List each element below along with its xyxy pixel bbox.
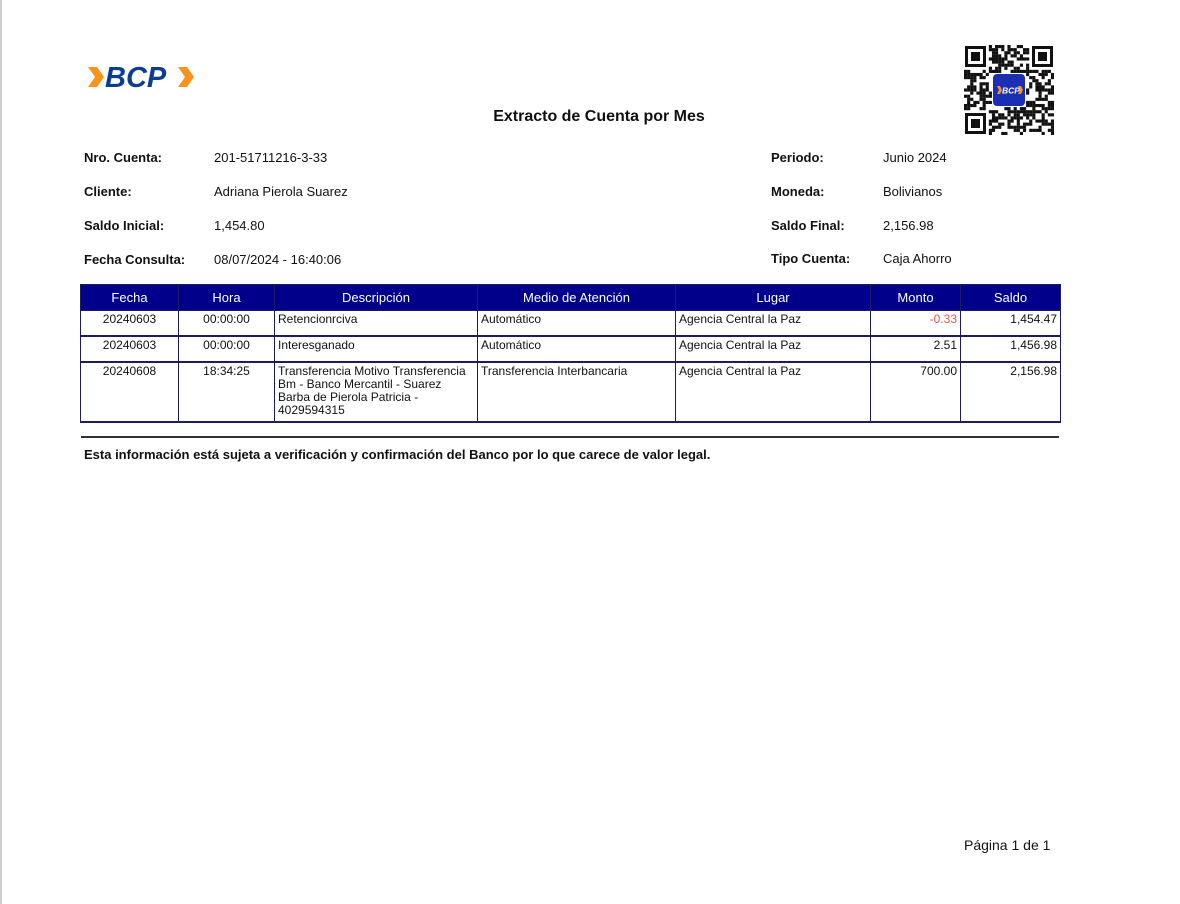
qr-module [1051, 85, 1054, 88]
qr-module [1014, 129, 1017, 132]
svg-text:BCP: BCP [105, 62, 167, 94]
cell-medio: Automático [478, 311, 676, 337]
qr-module [1042, 104, 1045, 107]
qr-module [989, 101, 992, 104]
header-descripcion: Descripción [275, 285, 478, 311]
qr-module [1051, 101, 1054, 104]
final-balance-label: Saldo Final: [771, 218, 845, 233]
cell-descripcion [275, 362, 478, 422]
qr-module [989, 95, 992, 98]
qr-module [1026, 51, 1029, 54]
qr-module [1011, 54, 1014, 57]
qr-module [1051, 126, 1054, 129]
qr-module [1051, 129, 1054, 132]
qr-module [983, 70, 986, 73]
qr-module [1032, 76, 1035, 79]
qr-module [1038, 73, 1041, 76]
table-row [81, 311, 1061, 337]
qr-module [1004, 54, 1007, 57]
cell-descripcion-line: Barba de Pierola Patricia - [278, 390, 419, 404]
final-balance-value: 2,156.98 [883, 218, 934, 233]
header-fecha: Fecha [81, 285, 179, 311]
qr-module [1001, 48, 1004, 51]
qr-module [970, 76, 973, 79]
qr-module [1007, 45, 1010, 48]
qr-module [989, 92, 992, 95]
qr-module [1051, 88, 1054, 91]
qr-module [1038, 92, 1041, 95]
cell-monto: -0.33 [871, 311, 961, 337]
qr-module [1004, 132, 1007, 135]
qr-module [1020, 132, 1023, 135]
qr-module [970, 79, 973, 82]
qr-module [1042, 85, 1045, 88]
cell-lugar: Agencia Central la Paz [676, 336, 871, 362]
cell-fecha: 20240608 [81, 362, 179, 422]
qr-module [998, 70, 1001, 73]
qr-module [1042, 70, 1045, 73]
qr-module [967, 76, 970, 79]
qr-module [1029, 85, 1032, 88]
qr-module [1023, 48, 1026, 51]
qr-module [998, 61, 1001, 64]
qr-module [964, 73, 967, 76]
qr-module [980, 85, 983, 88]
qr-module [1038, 95, 1041, 98]
header-saldo: Saldo [961, 285, 1061, 311]
qr-module [1032, 70, 1035, 73]
qr-module [992, 51, 995, 54]
qr-module [989, 45, 992, 48]
qr-module [1042, 132, 1045, 135]
client-value: Adriana Pierola Suarez [214, 184, 348, 199]
qr-module [1045, 70, 1048, 73]
qr-module [976, 73, 979, 76]
qr-module [1026, 57, 1029, 60]
qr-module [1029, 82, 1032, 85]
qr-module [1029, 129, 1032, 132]
qr-module [1023, 51, 1026, 54]
qr-module [1020, 45, 1023, 48]
qr-module [1014, 51, 1017, 54]
qr-module [973, 88, 976, 91]
qr-module [1042, 76, 1045, 79]
qr-module [1051, 76, 1054, 79]
qr-module [1035, 88, 1038, 91]
qr-module [1014, 67, 1017, 70]
bcp-logo [86, 56, 202, 98]
qr-module [1035, 70, 1038, 73]
qr-module [983, 76, 986, 79]
qr-module [1020, 126, 1023, 129]
qr-module [970, 73, 973, 76]
qr-module [1038, 104, 1041, 107]
qr-module [1001, 64, 1004, 67]
qr-module [1020, 57, 1023, 60]
qr-module [989, 132, 992, 135]
qr-module [1023, 70, 1026, 73]
qr-module [1035, 82, 1038, 85]
period-label: Periodo: [771, 150, 824, 165]
qr-module [970, 85, 973, 88]
qr-module [995, 54, 998, 57]
qr-module [1029, 104, 1032, 107]
qr-module [998, 54, 1001, 57]
qr-module [983, 92, 986, 95]
qr-module [980, 82, 983, 85]
qr-module [1051, 132, 1054, 135]
qr-module [989, 67, 992, 70]
table-row [81, 362, 1061, 422]
qr-module [1045, 73, 1048, 76]
qr-module [980, 98, 983, 101]
qr-module [1048, 104, 1051, 107]
qr-module [998, 126, 1001, 129]
qr-module [1007, 126, 1010, 129]
qr-module [1032, 101, 1035, 104]
qr-module [1035, 98, 1038, 101]
initial-balance-value: 1,454.80 [214, 218, 265, 233]
qr-module [1011, 126, 1014, 129]
qr-module [992, 54, 995, 57]
qr-module [980, 92, 983, 95]
qr-module [995, 57, 998, 60]
account-type-label: Tipo Cuenta: [771, 251, 851, 266]
qr-module [998, 45, 1001, 48]
qr-module [976, 101, 979, 104]
qr-module [1014, 126, 1017, 129]
qr-module [1051, 73, 1054, 76]
cell-descripcion-line: Bm - Banco Mercantil - Suarez [278, 377, 442, 391]
qr-module [973, 79, 976, 82]
cell-medio: Automático [478, 336, 676, 362]
table-header-row [81, 285, 1061, 311]
header-lugar: Lugar [676, 285, 871, 311]
qr-module [1011, 70, 1014, 73]
cell-descripcion-line: 4029594315 [278, 403, 345, 417]
qr-module [1011, 61, 1014, 64]
qr-module [1045, 82, 1048, 85]
qr-module [995, 67, 998, 70]
qr-module [989, 48, 992, 51]
qr-module [1007, 48, 1010, 51]
qr-module [967, 73, 970, 76]
qr-module [967, 88, 970, 91]
divider [81, 436, 1059, 438]
qr-module [1004, 51, 1007, 54]
qr-module [995, 61, 998, 64]
cell-saldo: 2,156.98 [961, 362, 1061, 422]
qr-module [1045, 98, 1048, 101]
transactions-table [80, 284, 1061, 423]
cell-saldo: 1,456.98 [961, 336, 1061, 362]
cell-lugar: Agencia Central la Paz [676, 362, 871, 422]
qr-module [1048, 79, 1051, 82]
qr-module [1042, 73, 1045, 76]
qr-module [1038, 88, 1041, 91]
qr-module [983, 95, 986, 98]
qr-module [967, 98, 970, 101]
qr-module [1007, 51, 1010, 54]
qr-module [976, 92, 979, 95]
qr-module [1048, 101, 1051, 104]
currency-value: Bolivianos [883, 184, 943, 199]
qr-module [998, 67, 1001, 70]
qr-module [1045, 88, 1048, 91]
qr-module [1035, 104, 1038, 107]
page-number: Página 1 de 1 [964, 837, 1051, 853]
qr-module [989, 129, 992, 132]
query-date-value: 08/07/2024 - 16:40:06 [214, 252, 342, 267]
qr-module [1014, 48, 1017, 51]
qr-module [973, 73, 976, 76]
qr-module [983, 88, 986, 91]
qr-module [1048, 82, 1051, 85]
qr-module [986, 73, 989, 76]
qr-module [1001, 57, 1004, 60]
qr-module [1001, 45, 1004, 48]
qr-module [1026, 104, 1029, 107]
qr-module [1032, 129, 1035, 132]
qr-module [1035, 79, 1038, 82]
qr-module [1023, 57, 1026, 60]
qr-module [1038, 126, 1041, 129]
qr-module [1001, 132, 1004, 135]
header-hora: Hora [179, 285, 275, 311]
client-label: Cliente: [84, 184, 132, 199]
qr-module [992, 48, 995, 51]
qr-module [1029, 70, 1032, 73]
cell-descripcion-line: Transferencia Motivo Transferencia [278, 364, 466, 378]
qr-module [1026, 101, 1029, 104]
qr-module [983, 104, 986, 107]
qr-module [1026, 64, 1029, 67]
qr-module [1014, 70, 1017, 73]
qr-module [1045, 95, 1048, 98]
qr-module [970, 88, 973, 91]
account-number-value: 201-51711216-3-33 [214, 150, 328, 165]
cell-monto: 700.00 [871, 362, 961, 422]
qr-module [995, 51, 998, 54]
account-number-label: Nro. Cuenta: [84, 150, 162, 165]
qr-module [1007, 64, 1010, 67]
qr-module [998, 64, 1001, 67]
cell-monto: 2.51 [871, 336, 961, 362]
qr-module [980, 95, 983, 98]
qr-module [1026, 70, 1029, 73]
qr-module [1001, 61, 1004, 64]
cell-fecha: 20240603 [81, 311, 179, 337]
legal-disclaimer: Esta información está sujeta a verificación y confirmación del Banco por lo que carece de valor legal. [84, 447, 711, 462]
qr-module [989, 70, 992, 73]
qr-module [970, 82, 973, 85]
qr-module [1017, 126, 1020, 129]
qr-module [986, 82, 989, 85]
qr-module [980, 73, 983, 76]
transactions-table-wrapper [80, 284, 1060, 423]
qr-module [980, 76, 983, 79]
qr-module [1004, 67, 1007, 70]
qr-module [1004, 57, 1007, 60]
cell-saldo: 1,454.47 [961, 311, 1061, 337]
qr-module [1032, 104, 1035, 107]
qr-module [986, 88, 989, 91]
qr-module [995, 45, 998, 48]
qr-module [970, 104, 973, 107]
currency-label: Moneda: [771, 184, 825, 199]
table-row [81, 336, 1061, 362]
initial-balance-label: Saldo Inicial: [84, 218, 165, 233]
qr-module [1023, 126, 1026, 129]
qr-module [1023, 129, 1026, 132]
qr-module [1017, 57, 1020, 60]
qr-module [1011, 48, 1014, 51]
qr-module [1007, 61, 1010, 64]
qr-module [973, 101, 976, 104]
period-value: Junio 2024 [883, 150, 947, 165]
qr-module [1029, 101, 1032, 104]
qr-module [986, 85, 989, 88]
cell-descripcion: Interesganado [275, 336, 478, 362]
qr-module [1042, 98, 1045, 101]
qr-module [1038, 129, 1041, 132]
qr-module [1026, 92, 1029, 95]
qr-module [967, 95, 970, 98]
header-monto: Monto [871, 285, 961, 311]
qr-module [1020, 70, 1023, 73]
qr-module [967, 85, 970, 88]
qr-module [1051, 92, 1054, 95]
query-date-label: Fecha Consulta: [84, 252, 186, 267]
qr-module [964, 104, 967, 107]
cell-lugar: Agencia Central la Paz [676, 311, 871, 337]
qr-module [1032, 79, 1035, 82]
qr-module [986, 95, 989, 98]
qr-module [995, 48, 998, 51]
qr-module [964, 95, 967, 98]
qr-module [1026, 73, 1029, 76]
qr-module [983, 101, 986, 104]
cell-descripcion: Retencionrciva [275, 311, 478, 337]
qr-module [992, 61, 995, 64]
qr-module [998, 57, 1001, 60]
qr-module [964, 88, 967, 91]
qr-module [1026, 48, 1029, 51]
qr-module [973, 76, 976, 79]
qr-module [983, 98, 986, 101]
qr-module [1017, 67, 1020, 70]
qr-module [1038, 98, 1041, 101]
qr-module [992, 126, 995, 129]
cell-hora: 00:00:00 [179, 311, 275, 337]
qr-module [992, 57, 995, 60]
qr-module [980, 88, 983, 91]
qr-module [1020, 64, 1023, 67]
qr-module [964, 76, 967, 79]
qr-module [1038, 82, 1041, 85]
cell-hora: 18:34:25 [179, 362, 275, 422]
header-medio: Medio de Atención [478, 285, 676, 311]
qr-module [1026, 88, 1029, 91]
qr-module [1011, 64, 1014, 67]
qr-module [986, 101, 989, 104]
svg-text:BCP: BCP [1002, 85, 1020, 96]
account-type-value: Caja Ahorro [883, 251, 952, 266]
qr-module [1042, 88, 1045, 91]
qr-module [1020, 54, 1023, 57]
qr-module [967, 104, 970, 107]
qr-module [1014, 54, 1017, 57]
qr-module [995, 126, 998, 129]
qr-module [989, 57, 992, 60]
qr-module [1048, 92, 1051, 95]
cell-medio: Transferencia Interbancaria [478, 362, 676, 422]
qr-module [992, 70, 995, 73]
qr-module [1035, 129, 1038, 132]
qr-module [967, 101, 970, 104]
cell-fecha: 20240603 [81, 336, 179, 362]
qr-module [970, 98, 973, 101]
qr-module [983, 82, 986, 85]
qr-module [1048, 129, 1051, 132]
qr-module [1051, 104, 1054, 107]
qr-module [1029, 76, 1032, 79]
qr-module [1038, 85, 1041, 88]
qr-module [1048, 70, 1051, 73]
qr-module [992, 129, 995, 132]
qr-module [1017, 51, 1020, 54]
qr-module [973, 104, 976, 107]
qr-module [1026, 67, 1029, 70]
qr-module [967, 70, 970, 73]
qr-module [973, 85, 976, 88]
qr-module [964, 70, 967, 73]
qr-module [995, 70, 998, 73]
qr-module [1035, 85, 1038, 88]
qr-module [1048, 88, 1051, 91]
qr-module [1017, 70, 1020, 73]
qr-module [1017, 45, 1020, 48]
document-title: Extracto de Cuenta por Mes [493, 108, 705, 125]
qr-module [1004, 64, 1007, 67]
cell-hora: 00:00:00 [179, 336, 275, 362]
qr-module [1017, 129, 1020, 132]
qr-module [970, 92, 973, 95]
